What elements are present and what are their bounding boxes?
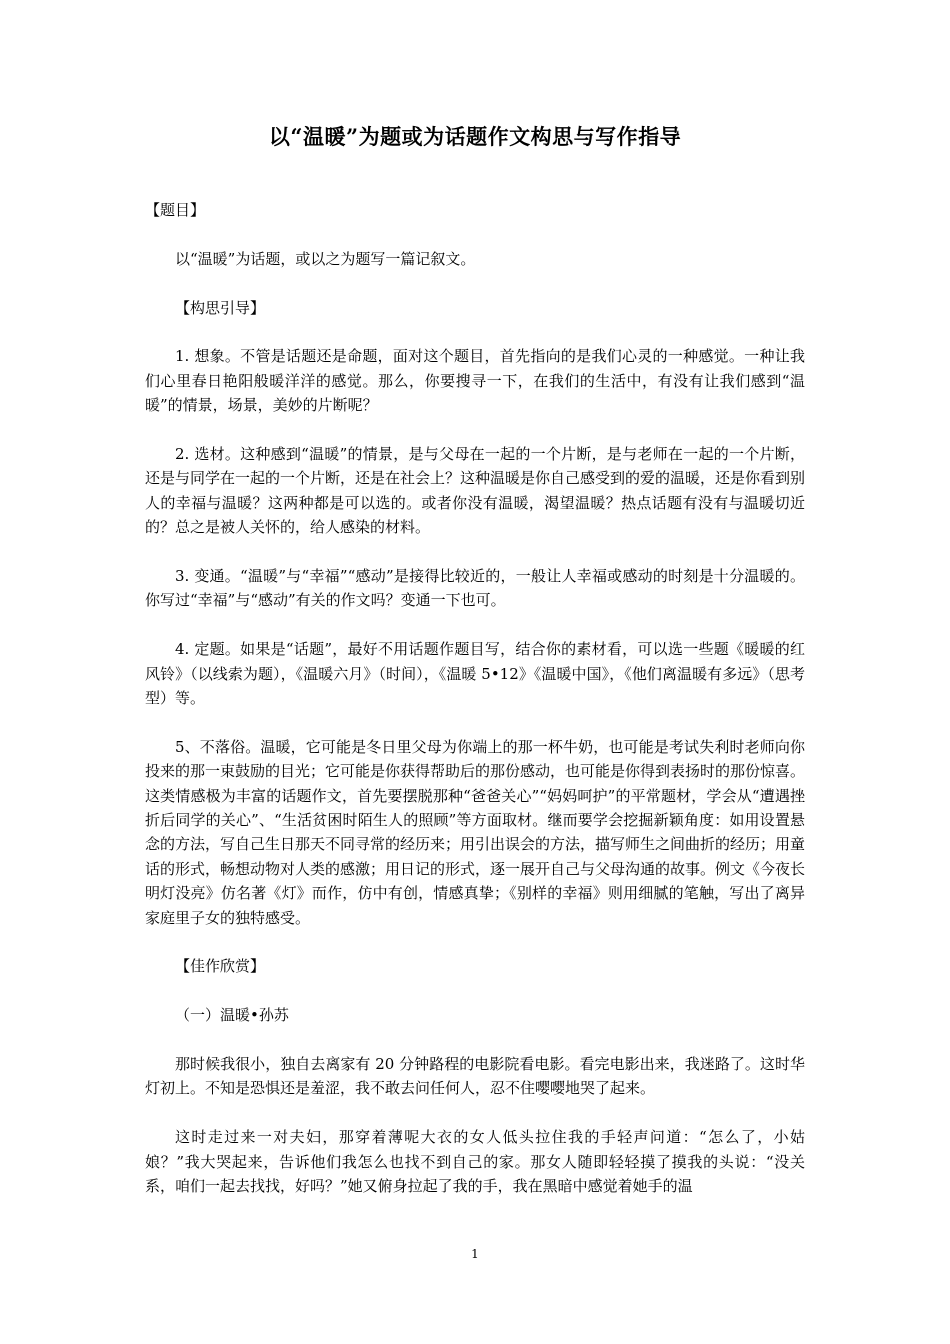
document-page <box>145 0 805 1344</box>
document-body <box>145 198 805 1223</box>
page-number: 1 <box>471 1247 479 1261</box>
guide-paragraph-3: 3. 变通。“温暖”与“幸福”“感动”是接得比较近的，一般让人幸福或感动的时刻是十分温暖的。你写过“幸福”与“感动”有关的作文吗？变通一下也可。 <box>145 567 805 610</box>
essay-paragraph-1: 那时候我很小，独自去离家有 20 分钟路程的电影院看电影。看完电影出来，我迷路了。这时华灯初上。不知是恐惧还是羞涩，我不敢去问任何人，忍不住嘤嘤地哭了起来。 <box>145 1055 805 1098</box>
guide-paragraph-2: 2. 选材。这种感到“温暖”的情景，是与父母在一起的一个片断，是与老师在一起的一个片断，还是与同学在一起的一个片断，还是在社会上？这种温暖是你自己感受到的爱的温暖，还是你看到别人的幸福与温暖？这两种都是可以选的。或者你没有温暖，渴望温暖？热点话题有没有与温暖切近的？总之是被人关怀的，给人感染的材料。 <box>145 445 806 537</box>
showcase-heading: 【佳作欣赏】 <box>175 957 266 976</box>
guide-heading: 【构思引导】 <box>175 298 266 317</box>
guide-paragraph-1: 1. 想象。不管是话题还是命题，面对这个题目，首先指向的是我们心灵的一种感觉。一种让我们心里春日艳阳般暖洋洋的感觉。那么，你要搜寻一下，在我们的生活中，有没有让我们感到“温暖”的情景，场景，美妙的片断呢？ <box>145 347 805 415</box>
guide-paragraph-5: 5、不落俗。温暖，它可能是冬日里父母为你端上的那一杯牛奶，也可能是考试失利时老师向你投来的那一束鼓励的目光；它可能是你获得帮助后的那份感动，也可能是你得到表扬时的那份惊喜。这类情感极为丰富的话题作文，首先要摆脱那种“爸爸关心”“妈妈呵护”的平常题材，学会从“遭遇挫折后同学的关心”、“生活贫困时陌生人的照顾”等方面取材。继而要学会挖掘新颖角度：如用设置悬念的方法，写自己生日那天不同寻常的经历来；用引出误会的方法，描写师生之间曲折的经历；用童话的形式，畅想动物对人类的感激；用日记的形式，逐一展开自己与父母沟通的故事。例文《今夜长明灯没亮》仿名著《灯》而作，仿中有创，情感真挚；《别样的幸福》则用细腻的笔触，写出了离异家庭里子女的独特感受。 <box>145 737 806 927</box>
guide-paragraph-4: 4. 定题。如果是“话题”，最好不用话题作题目写，结合你的素材看，可以选一些题《暖暖的红风铃》（以线索为题），《温暖六月》（时间），《温暖 5•12》《温暖中国》，《他们离温暖有多远》（思考型）等。 <box>145 640 805 708</box>
essay-paragraph-2: 这时走过来一对夫妇，那穿着薄呢大衣的女人低头拉住我的手轻声问道：“怎么了，小姑娘？”我大哭起来，告诉他们我怎么也找不到自己的家。那女人随即轻轻摸了摸我的头说：“没关系，咱们一起去找找，好吗？”她又俯身拉起了我的手，我在黑暗中感觉着她手的温 <box>145 1128 805 1196</box>
document-title: 以“温暖”为题或为话题作文构思与写作指导 <box>268 124 682 149</box>
topic-heading: 【题目】 <box>145 201 206 219</box>
essay-title: （一）温暖•孙苏 <box>175 1006 289 1025</box>
topic-text: 以“温暖”为话题，或以之为题写一篇记叙文。 <box>175 249 476 268</box>
